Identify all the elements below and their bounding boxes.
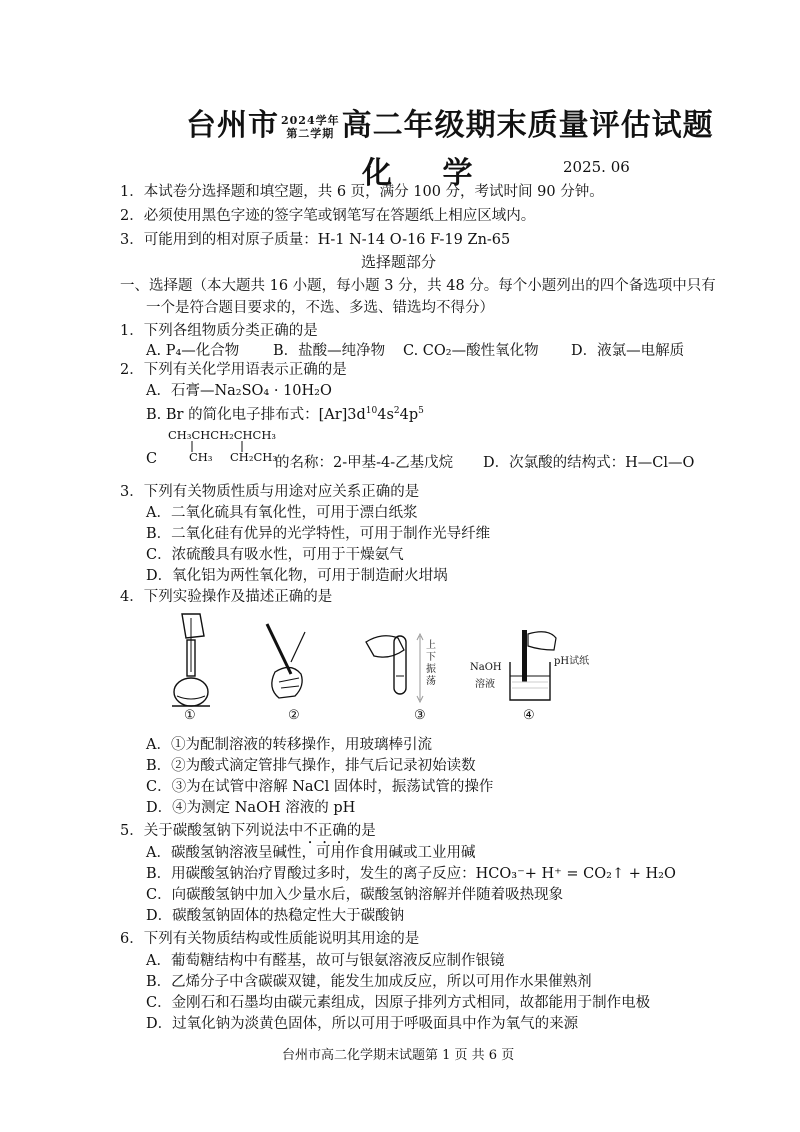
q4-option-c: C．③为在试管中溶解 NaCl 固体时，振荡试管的操作 [146, 779, 494, 795]
q2-c-structure-main: CH₃CHCH₂CHCH₃ [168, 428, 276, 442]
q4-option-d: D．④为测定 NaOH 溶液的 pH [146, 800, 356, 816]
q3-option-a: A．二氧化硫具有氧化性，可用于漂白纸浆 [146, 505, 418, 521]
q5-option-b: B．用碳酸氢钠治疗胃酸过多时，发生的离子反应：HCO₃⁻+ H⁺ = CO₂↑ + H₂O [146, 866, 676, 882]
q2-b-sup2: 2 [393, 406, 400, 417]
q6-option-b: B．乙烯分子中含碳碳双键，能发生加成反应，所以可用作水果催熟剂 [146, 974, 592, 990]
title-rest: 高二年级期末质量评估试题 [341, 108, 714, 143]
q2-b-mid2: 4p [399, 407, 419, 423]
part1-header-line2: 一个是符合题目要求的，不选、多选、错选均不得分） [146, 300, 494, 316]
q6-option-d: D．过氧化钠为淡黄色固体，所以可用于呼吸面具中作为氧气的来源 [146, 1016, 579, 1032]
instruction-1: 1．本试卷分选择题和填空题，共 6 页，满分 100 分，考试时间 90 分钟。 [120, 184, 604, 200]
q2-b-mid1: 4s [377, 407, 394, 423]
page-footer: 台州市高二化学期末试题第 1 页 共 6 页 [282, 1048, 515, 1063]
instruction-2: 2．必须使用黑色字迹的签字笔或钢笔写在答题纸上相应区域内。 [120, 208, 536, 224]
q1-option-d: D．液氯—电解质 [571, 343, 685, 359]
q2-b-text: B. Br 的简化电子排布式：[Ar]3d [146, 407, 366, 423]
q2-b-sup1: 10 [365, 406, 378, 417]
q2-stem: 2．下列有关化学用语表示正确的是 [120, 362, 347, 378]
q2-option-b [146, 403, 424, 424]
q2-option-c-label: C [146, 451, 158, 467]
exam-title [186, 100, 714, 144]
q5-option-d: D．碳酸氢钠固体的热稳定性大于碳酸钠 [146, 908, 405, 924]
title-city: 台州市 [186, 108, 279, 143]
figure-2-number: ② [288, 708, 300, 723]
figure-2-burette [257, 622, 319, 702]
figure-3-number: ③ [414, 708, 426, 723]
q3-option-b: B．二氧化硅有优异的光学特性，可用于制作光导纤维 [146, 526, 491, 542]
q3-option-d: D．氧化铝为两性氧化物，可用于制造耐火坩埚 [146, 568, 448, 584]
q5-option-c: C．向碳酸氢钠中加入少量水后，碳酸氢钠溶解并伴随着吸热现象 [146, 887, 564, 903]
q6-option-a: A．葡萄糖结构中有醛基，故可与银氨溶液反应制作银镜 [146, 953, 505, 969]
q3-stem: 3．下列有关物质性质与用途对应关系正确的是 [120, 484, 420, 500]
q1-option-c: C. CO₂—酸性氧化物 [403, 343, 539, 359]
figure-4-number: ④ [523, 708, 535, 723]
instruction-3: 3．可能用到的相对原子质量：H-1 N-14 O-16 F-19 Zn-65 [120, 232, 511, 248]
q2-c-branch-ethyl: CH₂CH₃ [230, 450, 277, 464]
figure-1-transfer [160, 612, 230, 708]
title-term [281, 114, 340, 140]
figure-1-number: ① [184, 708, 196, 723]
q1-stem: 1．下列各组物质分类正确的是 [120, 323, 318, 339]
figure-4-solution-label: 溶液 [475, 679, 495, 690]
q6-option-c: C．金刚石和石墨均由碳元素组成，因原子排列方式相同，故都能用于制作电极 [146, 995, 651, 1011]
exam-date: 2025. 06 [563, 158, 630, 176]
q3-option-c: C．浓硫酸具有吸水性，可用于干燥氨气 [146, 547, 404, 563]
subject-title: 化 学 [362, 156, 493, 191]
section-title: 选择题部分 [361, 253, 437, 271]
figure-4-ph-test [504, 628, 564, 706]
q5-stem-pre: 5．关于碳酸氢钠下列说法中 [120, 823, 304, 839]
figure-3-label: 上下振荡 [426, 640, 436, 687]
q2-b-sup3: 5 [418, 406, 424, 417]
q2-option-c-text: 的名称：2-甲基-4-乙基戊烷 [275, 455, 454, 471]
q2-option-d: D．次氯酸的结构式：H—Cl—O [483, 455, 695, 471]
q2-option-a: A．石膏—Na₂SO₄ · 10H₂O [146, 383, 332, 399]
figure-4-naoh-label: NaOH [470, 662, 502, 673]
q1-option-a: A. P₄—化合物 [146, 343, 240, 359]
q4-option-a: A．①为配制溶液的转移操作，用玻璃棒引流 [146, 737, 432, 753]
q1-option-b: B．盐酸—纯净物 [273, 343, 386, 359]
part1-header-line1: 一、选择题（本大题共 16 小题，每小题 3 分，共 48 分。每个小题列出的四个备选项中只有 [120, 278, 716, 294]
q5-stem-post: 的是 [346, 823, 376, 839]
q5-stem-emphasis: 不正确 [303, 823, 347, 839]
q5-option-a: A．碳酸氢钠溶液呈碱性，可用作食用碱或工业用碱 [146, 845, 476, 861]
figure-4-ph-paper-label: pH试纸 [554, 656, 590, 667]
q4-option-b: B．②为酸式滴定管排气操作，排气后记录初始读数 [146, 758, 476, 774]
q4-stem: 4．下列实验操作及描述正确的是 [120, 589, 333, 605]
q2-c-branch-methyl: CH₃ [189, 450, 213, 464]
title-year-bottom: 第二学期 [286, 127, 335, 140]
title-year-top: 2024学年 [281, 114, 340, 127]
q6-stem: 6．下列有关物质结构或性质能说明其用途的是 [120, 931, 420, 947]
